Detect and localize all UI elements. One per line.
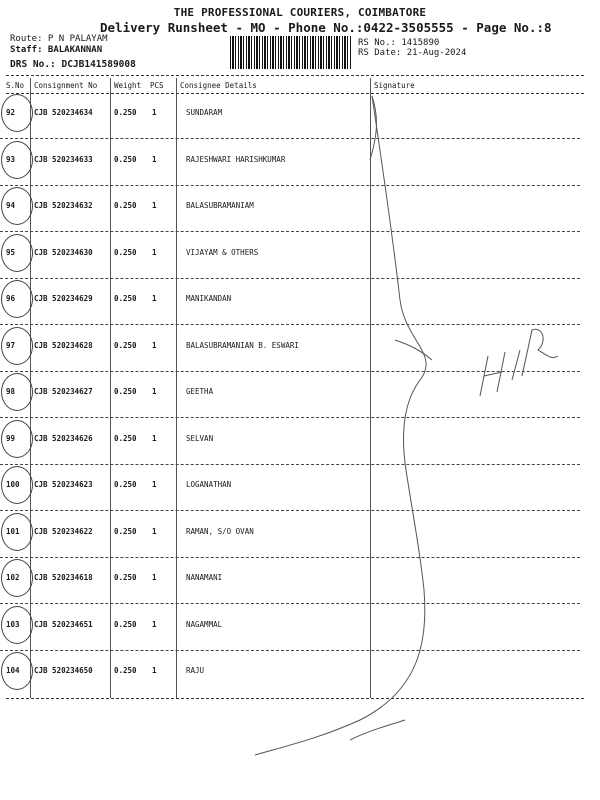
row-pcs: 1 [152,201,157,210]
row-weight: 0.250 [114,573,137,582]
row-consignee: SUNDARAM [186,108,223,117]
row-consignee: GEETHA [186,387,214,396]
row-sno: 93 [6,154,16,164]
row-consignment-no: CJB 520234627 [34,387,93,396]
row-consignment-no: CJB 520234623 [34,480,93,489]
row-pcs: 1 [152,108,157,117]
row-pcs: 1 [152,666,157,675]
col-header-sno: S.No [6,81,25,90]
route-label: Route: P N PALAYAM [10,34,108,44]
col-header-consignee: Consignee Details [180,81,257,90]
row-weight: 0.250 [114,154,137,164]
col-header-consignment: Consignment No [34,81,98,90]
row-sno: 96 [6,294,16,303]
drs-number: DRS No.: DCJB141589008 [10,59,136,70]
row-sno: 100 [6,480,20,489]
row-consignment-no: CJB 520234626 [34,433,93,443]
row-consignment-no: CJB 520234632 [34,201,93,210]
row-pcs: 1 [152,619,157,629]
row-sno: 104 [6,666,20,675]
signature-stroke [395,340,432,360]
row-consignee: MANIKANDAN [186,294,232,303]
row-pcs: 1 [152,294,157,303]
row-consignment-no: CJB 520234633 [34,154,93,164]
row-pcs: 1 [152,154,157,164]
row-sno: 94 [6,201,16,210]
row-pcs: 1 [152,480,157,489]
row-consignment-no: CJB 520234630 [34,247,93,257]
row-consignee: RAJESHWARI HARISHKUMAR [186,154,286,164]
row-consignee: RAMAN, S/O OVAN [186,526,254,536]
row-consignee: RAJU [186,666,205,675]
signature-stroke [350,720,405,740]
row-consignee: NANAMANI [186,573,223,582]
row-sno: 97 [6,340,16,350]
rs-date: RS Date: 21-Aug-2024 [358,48,467,58]
row-weight: 0.250 [114,108,137,117]
row-pcs: 1 [152,247,157,257]
row-weight: 0.250 [114,433,137,443]
row-weight: 0.250 [114,387,137,396]
row-sno: 92 [6,108,16,117]
row-consignment-no: CJB 520234651 [34,619,93,629]
runsheet-subtitle: Delivery Runsheet - MO - Phone No.:0422-3505555 - Page No.:8 [100,20,552,35]
row-weight: 0.250 [114,294,137,303]
staff-label: Staff: BALAKANNAN [10,45,103,55]
row-sno: 95 [6,247,16,257]
row-weight: 0.250 [114,340,137,350]
row-consignment-no: CJB 520234634 [34,108,93,117]
row-consignment-no: CJB 520234629 [34,294,93,303]
col-header-signature: Signature [374,81,415,90]
row-sno: 103 [6,619,20,629]
row-pcs: 1 [152,526,157,536]
row-consignee: BALASUBRAMANIAN B. ESWARI [186,340,299,350]
row-consignee: BALASUBRAMANIAM [186,201,254,210]
row-sno: 101 [6,526,20,536]
row-pcs: 1 [152,573,157,582]
row-sno: 102 [6,573,20,582]
row-consignment-no: CJB 520234622 [34,526,93,536]
row-consignment-no: CJB 520234618 [34,573,93,582]
row-sno: 99 [6,433,16,443]
row-consignee: VIJAYAM & OTHERS [186,247,259,257]
runsheet-title: THE PROFESSIONAL COURIERS, COIMBATORE [173,6,427,19]
row-consignment-no: CJB 520234650 [34,666,93,675]
rs-number: RS No.: 1415890 [358,38,440,48]
row-weight: 0.250 [114,480,137,489]
row-consignment-no: CJB 520234628 [34,340,93,350]
row-sno: 98 [6,387,16,396]
row-weight: 0.250 [114,666,137,675]
row-weight: 0.250 [114,526,137,536]
col-header-pcs: PCS [150,81,164,90]
row-weight: 0.250 [114,201,137,210]
row-consignee: NAGAMMAL [186,619,223,629]
row-pcs: 1 [152,340,157,350]
row-consignee: LOGANATHAN [186,480,232,489]
signature-stroke [255,96,426,755]
row-consignee: SELVAN [186,433,214,443]
row-pcs: 1 [152,387,157,396]
row-pcs: 1 [152,433,157,443]
row-weight: 0.250 [114,619,137,629]
hr-signature-mark [480,329,558,396]
row-weight: 0.250 [114,247,137,257]
col-header-weight: Weight [114,81,142,90]
